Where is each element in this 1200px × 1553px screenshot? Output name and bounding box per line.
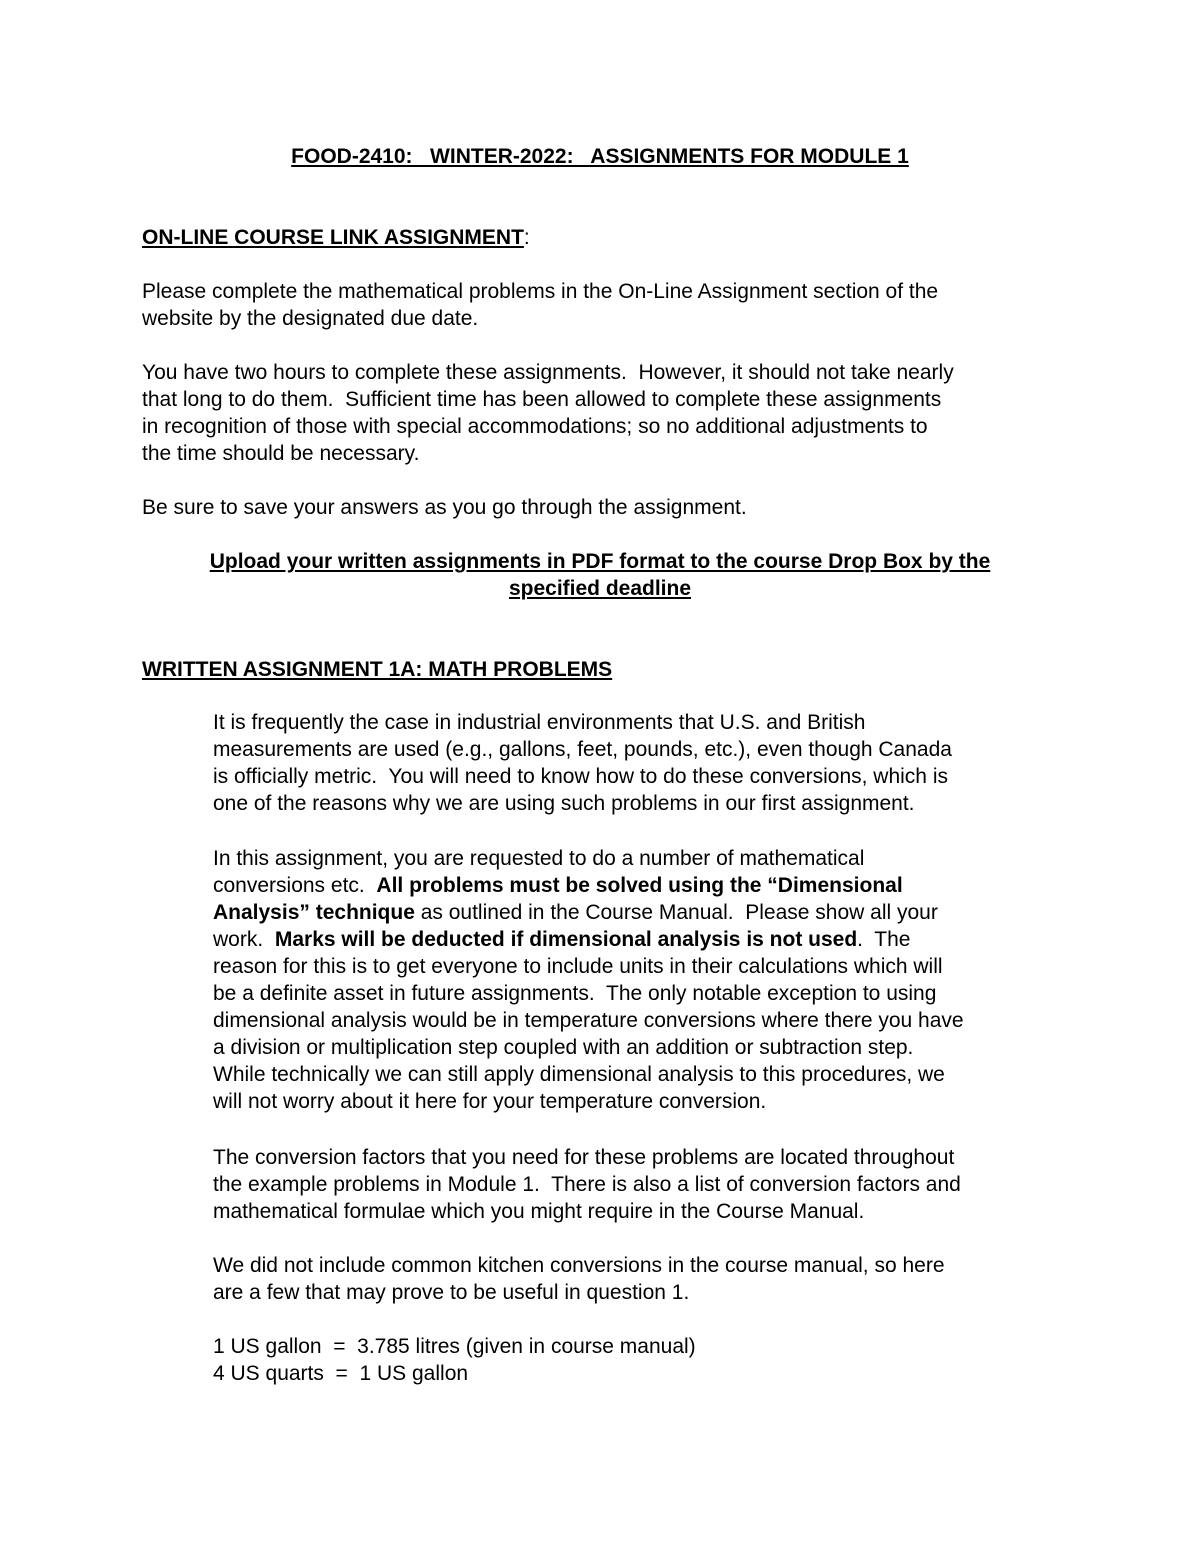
emphasis-dimensional-analysis: All problems must be solved using the “Dimensional xyxy=(376,874,903,897)
emphasis-marks-deducted: Marks will be deducted if dimensional analysis is not used xyxy=(274,928,858,951)
paragraph-written-3: The conversion factors that you need for these problems are located throughout the example problems in Module 1. There is also a list of conversion factors and mathematical formulae which you might require in the Course Manual. xyxy=(213,1146,961,1223)
paragraph-written-1: It is frequently the case in industrial environments that U.S. and British measurements are used (e.g., gallons, feet, pounds, etc.), even though Canada is officially metric. You will need to know how to do these conversions, which is one of the reasons why we are using such problems in our first assignment. xyxy=(213,711,952,815)
section-heading-online-text: ON-LINE COURSE LINK ASSIGNMENT xyxy=(142,226,524,249)
list-item: 1 US gallon = 3.785 litres (given in course manual) xyxy=(213,1335,696,1358)
document-title: FOOD-2410: WINTER-2022: ASSIGNMENTS FOR MODULE 1 xyxy=(291,145,909,168)
section-heading-written-text: WRITTEN ASSIGNMENT 1A: MATH PROBLEMS xyxy=(142,658,613,681)
paragraph-online-3: Be sure to save your answers as you go through the assignment. xyxy=(142,496,747,519)
conversion-list xyxy=(213,1333,1073,1387)
section-heading-online-colon: : xyxy=(523,226,530,249)
list-item: 4 US quarts = 1 US gallon xyxy=(213,1362,469,1385)
paragraph-written-4: We did not include common kitchen conversions in the course manual, so here are a few that may prove to be useful in question 1. xyxy=(213,1254,945,1304)
paragraph-online-1: Please complete the mathematical problems in the On-Line Assignment section of the website by the designated due date. xyxy=(142,280,939,330)
paragraph-online-2: You have two hours to complete these assignments. However, it should not take nearly that long to do them. Sufficient time has been allowed to complete these assignments in recognition of those with special accommodations; so no additional adjustments to the time should be necessary. xyxy=(142,361,954,465)
section-heading-online xyxy=(142,224,530,251)
section-heading-written xyxy=(142,656,612,683)
paragraph-written-2: In this assignment, you are requested to do a number of mathematical conversions etc. All problems must be solved using the “Dimensional Analysis” technique as outlined in the Course Manual. Please show all your work. Marks will be deducted if dimensional analysis is not used. The reason for this is to get everyone to include units in their calculations which will be a definite asset in future assignments. The only notable exception to using dimensional analysis would be in temperature conversions where there you have a division or multiplication step coupled with an addition or subtraction step. While technically we can still apply dimensional analysis to this procedures, we will not worry about it here for your temperature conversion. xyxy=(213,847,964,1113)
upload-instruction: Upload your written assignments in PDF format to the course Drop Box by the specified deadline xyxy=(209,550,991,600)
